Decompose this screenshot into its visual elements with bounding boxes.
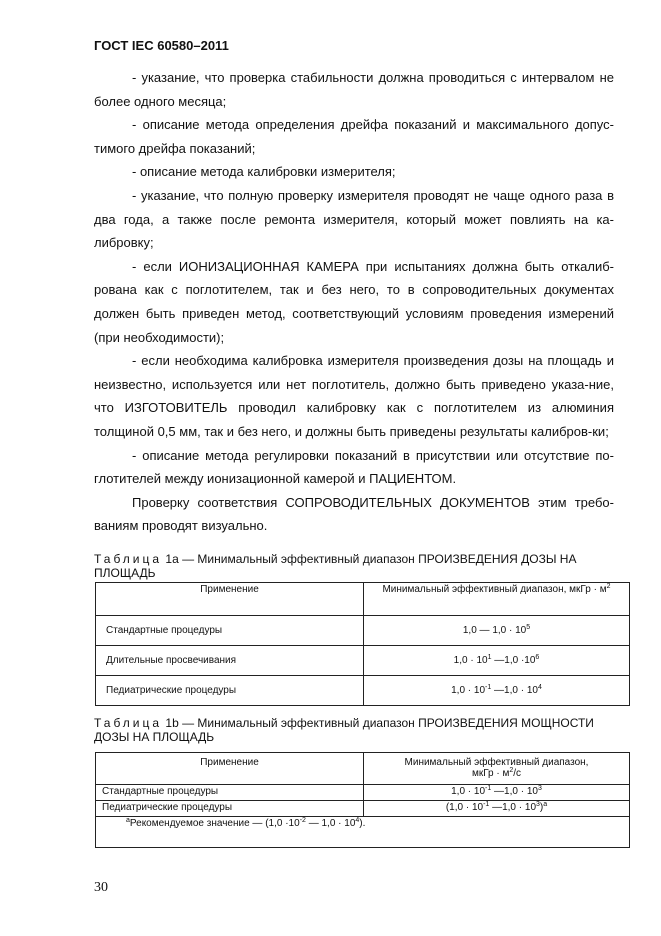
table-row [96,801,630,817]
table-cell: 1,0 — $1,0 \cdot 10^5$ [364,616,630,646]
paragraph: - указание, что полную проверку измерителя проводят не чаще одного раза в два года, а также после ремонта измерителя, который может повлиять на ка-либровку; [94,187,614,251]
table-cell: Педиатрические процедуры [96,676,364,706]
table-cell: $1,0 \cdot 10^{-1}$ —1,0 · $10^3$ [364,785,630,801]
table-cell: Стандартные процедуры [96,785,364,801]
column-header: Применение [96,753,364,785]
document-header: ГОСТ IEC 60580–2011 [94,38,229,53]
table-cell: $1,0 \cdot 10^{-1}$ —1,0 · $10^4$ [364,676,630,706]
column-header: Минимальный эффективный диапазон, мкГр · $м^2/с$ [364,753,630,785]
table-1b-caption [94,716,624,744]
table-cell: ($1,0 \cdot 10^{-1}$ —1,0 · $10^3)^a$ [364,801,630,817]
table-header-row [96,753,630,785]
table-row [96,616,630,646]
page-number: 30 [94,880,108,895]
table-1a [95,582,630,706]
column-header: Применение [96,583,364,616]
paragraph: - если ИОНИЗАЦИОННАЯ КАМЕРА при испытаниях должна быть откалиб-рована как с поглотителем, так и без него, то в сопроводительных документах должен быть приведен метод, соответствующий условиям проведения измерений (при необходимости); [94,258,614,345]
table-row [96,646,630,676]
caption-text: 1а — Минимальный эффективный диапазон ПРОИЗВЕДЕНИЯ ДОЗЫ НА ПЛОЩАДЬ [94,552,577,580]
table-cell: Длительные просвечивания [96,646,364,676]
column-header: Минимальный эффективный диапазон, мкГр · $м^2$ [364,583,630,616]
table-cell: $1,0 \cdot 10^1$ —1,0 $\cdot 10^6$ [364,646,630,676]
table-row [96,785,630,801]
paragraph: - описание метода регулировки показаний в присутствии или отсутствие по-глотителей между ионизационной камерой и ПАЦИЕНТОМ. [94,447,614,487]
table-cell: Стандартные процедуры [96,616,364,646]
paragraph: - описание метода калибровки измерителя; [132,164,396,180]
paragraph: - описание метода определения дрейфа показаний и максимального допус-тимого дрейфа показаний; [94,117,614,156]
table-1a-caption [94,552,624,580]
paragraph: Проверку соответствия СОПРОВОДИТЕЛЬНЫХ ДОКУМЕНТОВ этим требо-ваниям проводят визуально. [94,494,614,534]
caption-text: 1b — Минимальный эффективный диапазон ПРОИЗВЕДЕНИЯ МОЩНОСТИ ДОЗЫ НА ПЛОЩАДЬ [94,716,594,744]
caption-label: Таблица [94,716,163,730]
table-row [96,676,630,706]
body-text [94,66,614,538]
paragraph: - если необходима калибровка измерителя произведения дозы на площадь и неизвестно, используется или нет поглотитель, должно быть приведено указа-ние, что ИЗГОТОВИТЕЛЬ проводил калибровку как с поглотителем из алюминия толщиной 0,5 мм, так и без него, и должны быть приведены результаты калибров-ки; [94,353,614,439]
caption-label: Таблица [94,552,163,566]
table-footnote-row [96,817,630,848]
table-1b [95,752,630,848]
table-footnote: $^a$Рекомендуемое значение — ($1,0 \cdot 10^{-2}$ — $1,0 \cdot 10^4$). [96,817,630,848]
table-cell: Педиатрические процедуры [96,801,364,817]
table-header-row [96,583,630,616]
paragraph: - указание, что проверка стабильности должна проводиться с интервалом не более одного месяца; [94,70,614,109]
